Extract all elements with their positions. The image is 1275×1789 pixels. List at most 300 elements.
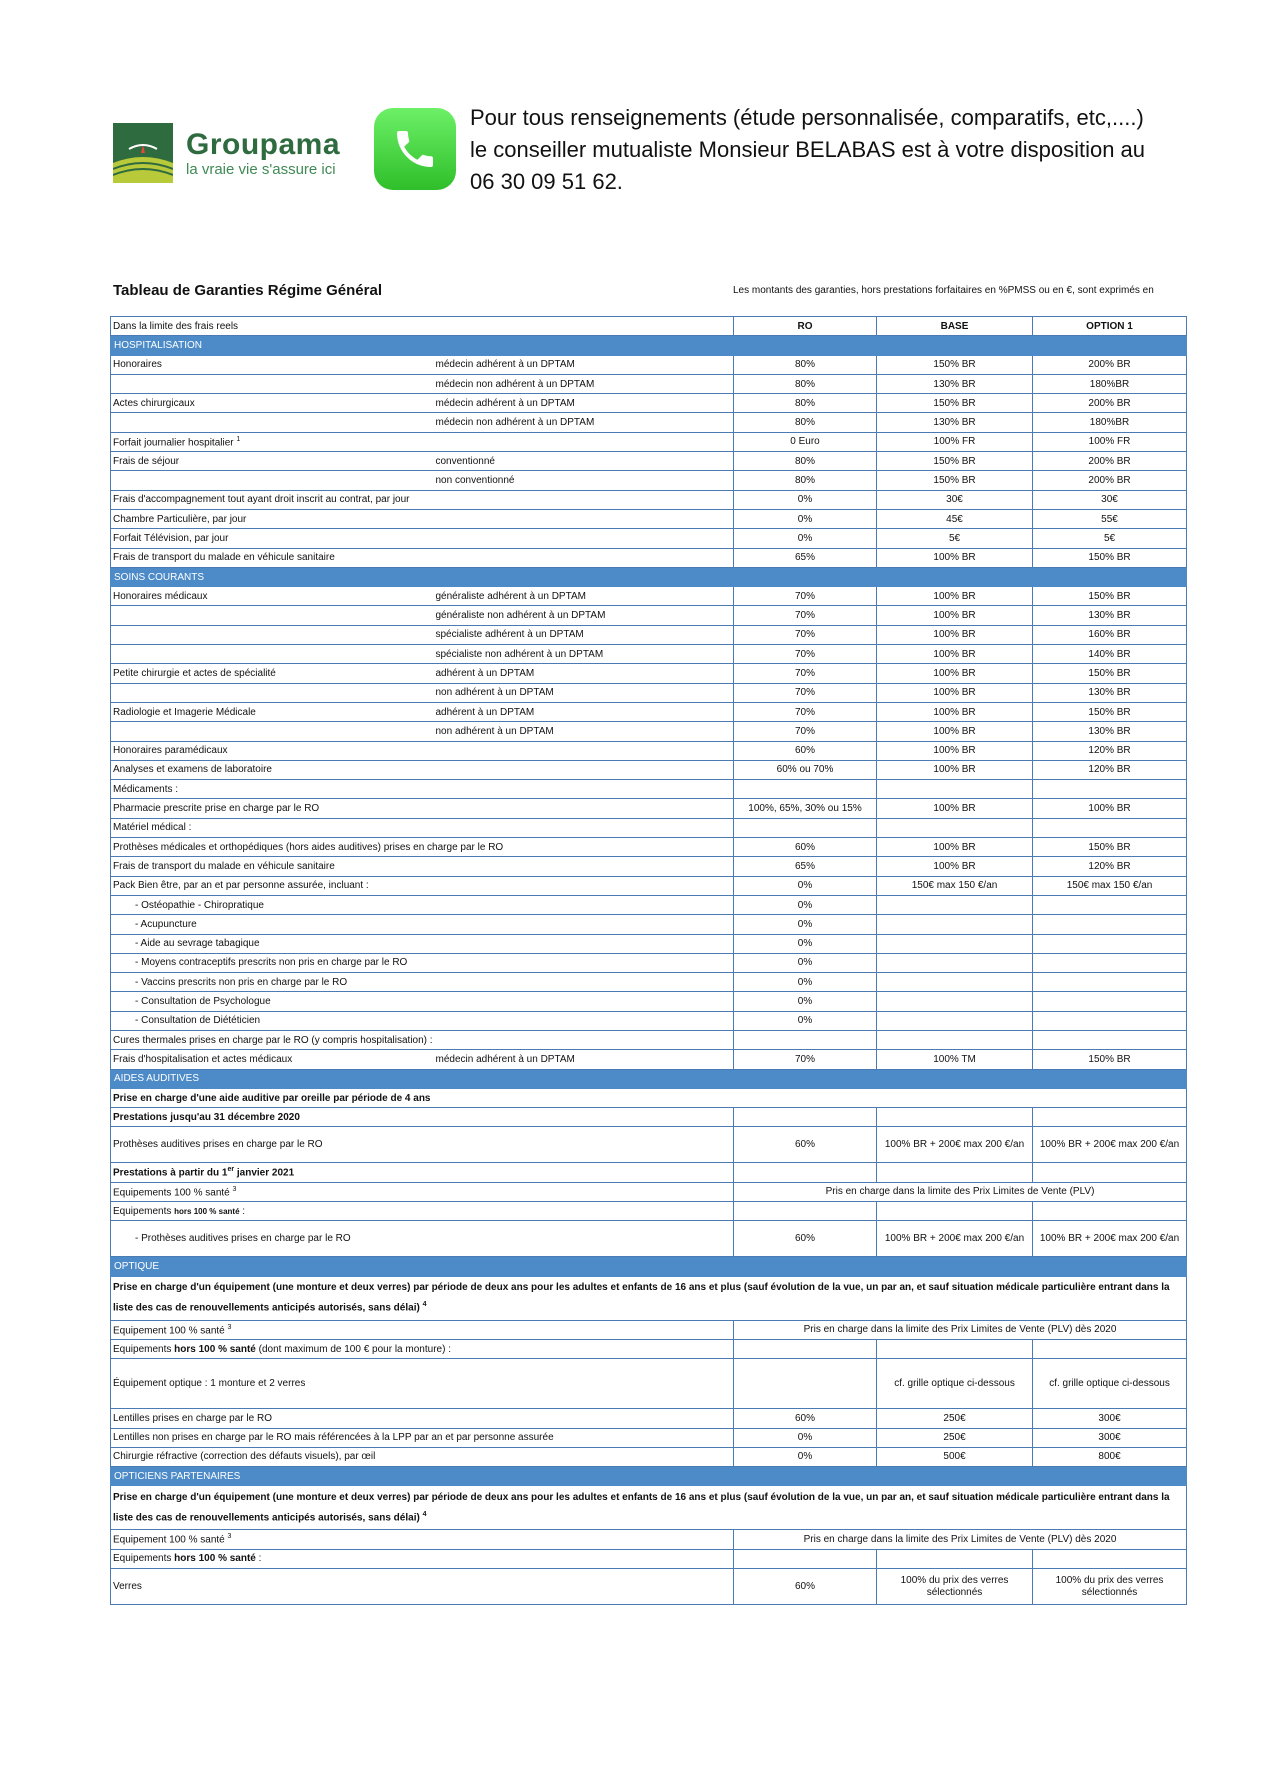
base-value: 100% FR <box>877 432 1033 451</box>
option-value: 130% BR <box>1033 722 1187 741</box>
ro-value: 70% <box>734 606 877 625</box>
option-value: 150% BR <box>1033 548 1187 567</box>
base-value: 100% BR <box>877 799 1033 818</box>
base-value: 100% BR <box>877 741 1033 760</box>
row-label: Médicaments : <box>111 780 734 799</box>
ro-value: 70% <box>734 722 877 741</box>
ro-value: 70% <box>734 1050 877 1069</box>
brand-tagline: la vraie vie s'assure ici <box>186 160 336 178</box>
row-detail: médecin adhérent à un DPTAM <box>434 394 734 413</box>
row-label <box>111 876 734 895</box>
row-detail: adhérent à un DPTAM <box>434 664 734 683</box>
brand-name: Groupama <box>186 127 341 161</box>
table-row <box>111 509 1187 528</box>
option-value: 100% FR <box>1033 432 1187 451</box>
option-value: 200% BR <box>1033 471 1187 490</box>
label-part: Equipement 100 % santé <box>113 1324 225 1336</box>
label-part: hors 100 % santé <box>174 1206 240 1216</box>
option-value: 120% BR <box>1033 741 1187 760</box>
row-label <box>111 1359 734 1409</box>
ro-value: 0 Euro <box>734 432 877 451</box>
eq100-value: Pris en charge dans la limite des Prix Limites de Vente (PLV) dès 2020 <box>734 1320 1187 1339</box>
row-label <box>111 1320 734 1339</box>
guarantees-table <box>110 316 1187 1605</box>
row-label <box>111 1530 734 1549</box>
ro-value <box>734 1359 877 1409</box>
option-value: 140% BR <box>1033 645 1187 664</box>
base-value: 100% TM <box>877 1050 1033 1069</box>
pack-item-label: - Vaccins prescrits non pris en charge par le RO <box>111 973 734 992</box>
base-value <box>877 915 1033 934</box>
ro-value: 0% <box>734 934 877 953</box>
option-value: 55€ <box>1033 509 1187 528</box>
base-value: 5€ <box>877 529 1033 548</box>
base-value <box>877 1202 1033 1221</box>
table-row <box>111 1202 1187 1221</box>
col-ro-header: RO <box>734 317 877 336</box>
pack-item-label: - Acupuncture <box>111 915 734 934</box>
label-part: (dont maximum de 100 € pour la monture) : <box>255 1343 451 1355</box>
table-row <box>111 664 1187 683</box>
footnote-ref: 3 <box>232 1185 237 1193</box>
table-row <box>111 1409 1187 1428</box>
row-label <box>111 1182 734 1201</box>
option-value <box>1033 973 1187 992</box>
label-part: Equipements <box>113 1553 175 1565</box>
base-value: 100% BR <box>877 587 1033 606</box>
pack-item-row <box>111 992 1187 1011</box>
row-label-text: Honoraires médicaux <box>113 590 208 602</box>
ro-value: 70% <box>734 587 877 606</box>
option-value: 800€ <box>1033 1447 1187 1466</box>
table-note: Les montants des garanties, hors prestations forfaitaires en %PMSS ou en €, sont exprimés en <box>733 285 1154 296</box>
base-value: 250€ <box>877 1428 1033 1447</box>
base-value <box>877 953 1033 972</box>
label-part: Equipements <box>113 1343 175 1355</box>
base-value: 100% BR <box>877 625 1033 644</box>
base-value: 150% BR <box>877 471 1033 490</box>
row-label-text: Verres <box>113 1581 142 1593</box>
label-part: hors 100 % santé <box>174 1553 256 1565</box>
option-value: 130% BR <box>1033 606 1187 625</box>
row-label-text: Chirurgie réfractive (correction des défauts visuels), par œil <box>113 1451 376 1463</box>
row-label-text: Équipement optique : 1 monture et 2 verres <box>113 1378 306 1390</box>
row-detail: médecin non adhérent à un DPTAM <box>434 413 734 432</box>
option-value: 150% BR <box>1033 838 1187 857</box>
row-label <box>111 702 434 721</box>
row-label <box>111 1447 734 1466</box>
base-value: 45€ <box>877 509 1033 528</box>
section-soins <box>111 567 1187 586</box>
option-value: 200% BR <box>1033 452 1187 471</box>
pack-item-label: - Moyens contraceptifs prescrits non pris en charge par le RO <box>111 953 734 972</box>
table-row <box>111 876 1187 895</box>
contact-line-1: Pour tous renseignements (étude personnalisée, comparatifs, etc,....) <box>470 105 1144 130</box>
ro-value: 0% <box>734 876 877 895</box>
row-label-text: Radiologie et Imagerie Médicale <box>113 706 256 718</box>
ro-value: 60% <box>734 741 877 760</box>
ro-value <box>734 780 877 799</box>
row-label <box>111 1050 434 1069</box>
pack-item-row <box>111 895 1187 914</box>
ro-value: 0% <box>734 490 877 509</box>
row-label: Cures thermales prises en charge par le RO (y compris hospitalisation) : <box>111 1030 734 1049</box>
contact-phone: 06 30 09 51 62. <box>470 169 623 194</box>
row-label <box>111 683 434 702</box>
ro-value: 65% <box>734 857 877 876</box>
contact-info <box>470 102 1200 198</box>
label-part: Equipements <box>113 1205 175 1217</box>
table-row <box>111 1221 1187 1257</box>
row-label-text: Forfait Télévision, par jour <box>113 532 229 544</box>
table-row <box>111 529 1187 548</box>
base-value: 130% BR <box>877 413 1033 432</box>
option-value <box>1033 992 1187 1011</box>
row-label <box>111 374 434 393</box>
pack-item-label: - Consultation de Diététicien <box>111 1011 734 1030</box>
ro-value <box>734 1108 877 1127</box>
option-value: 150€ max 150 €/an <box>1033 876 1187 895</box>
footnote-ref: 3 <box>227 1533 232 1541</box>
option-value: 130% BR <box>1033 683 1187 702</box>
base-value <box>877 1030 1033 1049</box>
row-label <box>111 645 434 664</box>
aides-intro: Prise en charge d'une aide auditive par oreille par période de 4 ans <box>111 1088 1187 1107</box>
row-label <box>111 432 734 451</box>
row-label-text: Analyses et examens de laboratoire <box>113 764 272 776</box>
table-row <box>111 702 1187 721</box>
table-row <box>111 471 1187 490</box>
row-label-text: Actes chirurgicaux <box>113 397 195 409</box>
row-label <box>111 664 434 683</box>
row-label <box>111 587 434 606</box>
option-value: 120% BR <box>1033 857 1187 876</box>
ro-value: 0% <box>734 1447 877 1466</box>
row-label-text: Lentilles non prises en charge par le RO mais référencées à la LPP par an et par personne assurée <box>113 1432 554 1444</box>
base-value <box>877 1011 1033 1030</box>
base-value: 100% BR <box>877 760 1033 779</box>
base-value: 150% BR <box>877 452 1033 471</box>
table-row <box>111 1320 1187 1339</box>
row-label <box>111 1163 734 1182</box>
row-detail: non adhérent à un DPTAM <box>434 683 734 702</box>
table-row <box>111 587 1187 606</box>
table-row <box>111 1428 1187 1447</box>
base-value: 250€ <box>877 1409 1033 1428</box>
eq100-value: Pris en charge dans la limite des Prix Limites de Vente (PLV) <box>734 1182 1187 1201</box>
base-value: 100% BR <box>877 683 1033 702</box>
row-label <box>111 548 734 567</box>
section-title: SOINS COURANTS <box>111 567 1187 586</box>
row-label-text: Chambre Particulière, par jour <box>113 513 247 525</box>
label-part: Equipement 100 % santé <box>113 1534 225 1546</box>
table-title: Tableau de Garanties Régime Général <box>113 282 382 299</box>
table-header-row <box>111 317 1187 336</box>
table-row <box>111 452 1187 471</box>
base-value: 100% BR <box>877 838 1033 857</box>
phone-icon <box>374 108 456 190</box>
option-value: 180%BR <box>1033 413 1187 432</box>
table-row <box>111 625 1187 644</box>
section-opticiens <box>111 1467 1187 1486</box>
label-part: hors 100 % santé <box>174 1343 256 1355</box>
option-value: 300€ <box>1033 1409 1187 1428</box>
pack-item-row <box>111 953 1187 972</box>
row-label <box>111 1221 734 1257</box>
ro-value: 80% <box>734 413 877 432</box>
table-row <box>111 490 1187 509</box>
row-label-text: Prothèses auditives prises en charge par le RO <box>113 1139 323 1151</box>
option-value: 150% BR <box>1033 1050 1187 1069</box>
ro-value: 0% <box>734 915 877 934</box>
ro-value: 80% <box>734 452 877 471</box>
ro-value <box>734 1339 877 1358</box>
row-label <box>111 857 734 876</box>
contact-line-2: le conseiller mutualiste Monsieur BELABAS est à votre disposition au <box>470 137 1146 162</box>
row-label <box>111 452 434 471</box>
option-value <box>1033 1339 1187 1358</box>
row-label-text: Pack Bien être, par an et par personne assurée, incluant : <box>113 880 369 892</box>
base-value: 150% BR <box>877 355 1033 374</box>
option-value: 150% BR <box>1033 587 1187 606</box>
ro-value: 70% <box>734 645 877 664</box>
ro-value: 60% <box>734 838 877 857</box>
option-value <box>1033 1011 1187 1030</box>
ro-value <box>734 818 877 837</box>
eq100-value: Pris en charge dans la limite des Prix Limites de Vente (PLV) dès 2020 <box>734 1530 1187 1549</box>
table-row <box>111 1050 1187 1069</box>
opticiens-intro-row <box>111 1486 1187 1530</box>
row-label-text: Honoraires paramédicaux <box>113 745 228 757</box>
pack-item-row <box>111 1011 1187 1030</box>
base-value: 100% BR <box>877 606 1033 625</box>
ro-value <box>734 1163 877 1182</box>
ro-value <box>734 1549 877 1568</box>
table-row <box>111 394 1187 413</box>
option-value: 100% BR <box>1033 799 1187 818</box>
row-label <box>111 799 734 818</box>
footnote-ref: 4 <box>422 1301 427 1309</box>
section-aides <box>111 1069 1187 1088</box>
table-row <box>111 1182 1187 1201</box>
row-label <box>111 1549 734 1568</box>
row-label-text: Honoraires <box>113 359 162 371</box>
base-value <box>877 1108 1033 1127</box>
ro-value: 0% <box>734 529 877 548</box>
option-value: 150% BR <box>1033 664 1187 683</box>
base-value: 100% BR <box>877 548 1033 567</box>
ro-value: 0% <box>734 895 877 914</box>
option-value <box>1033 934 1187 953</box>
table-row <box>111 1359 1187 1409</box>
option-value <box>1033 1030 1187 1049</box>
row-label-text: Frais de transport du malade en véhicule sanitaire <box>113 552 335 564</box>
base-value: 150€ max 150 €/an <box>877 876 1033 895</box>
intro-text: Prise en charge d'un équipement (une monture et deux verres) par période de deux ans pour les adultes et enfants de 16 ans et plus (sauf évolution de la vue, un par an, et sauf situation médicale particulière entrant dans la liste des cas de renouvellements anticipés autorisés, sans délai) <box>113 1492 1170 1524</box>
table-row <box>111 374 1187 393</box>
row-label <box>111 606 434 625</box>
row-detail: médecin non adhérent à un DPTAM <box>434 374 734 393</box>
section-title: HOSPITALISATION <box>111 336 1187 355</box>
base-value <box>877 1339 1033 1358</box>
base-value: 100% BR <box>877 702 1033 721</box>
row-label-text: - Prothèses auditives prises en charge par le RO <box>135 1233 351 1245</box>
ro-value: 60% <box>734 1569 877 1605</box>
option-value: 100% du prix des verres sélectionnés <box>1033 1569 1187 1605</box>
groupama-logo <box>113 122 343 184</box>
table-row <box>111 857 1187 876</box>
option-value: 150% BR <box>1033 702 1187 721</box>
base-value: 100% BR + 200€ max 200 €/an <box>877 1221 1033 1257</box>
optique-intro <box>111 1276 1187 1320</box>
ro-value: 80% <box>734 471 877 490</box>
base-value <box>877 1163 1033 1182</box>
opticiens-intro <box>111 1486 1187 1530</box>
row-detail: médecin adhérent à un DPTAM <box>434 355 734 374</box>
option-value: 200% BR <box>1033 394 1187 413</box>
row-detail: généraliste non adhérent à un DPTAM <box>434 606 734 625</box>
row-label <box>111 1569 734 1605</box>
option-value <box>1033 895 1187 914</box>
table-row <box>111 1339 1187 1358</box>
row-label <box>111 355 434 374</box>
pack-item-row <box>111 915 1187 934</box>
base-value: 100% BR <box>877 664 1033 683</box>
base-value: 100% BR <box>877 857 1033 876</box>
base-value <box>877 818 1033 837</box>
row-label-text: Petite chirurgie et actes de spécialité <box>113 667 276 679</box>
option-value: cf. grille optique ci-dessous <box>1033 1359 1187 1409</box>
option-value: 160% BR <box>1033 625 1187 644</box>
ro-value: 70% <box>734 683 877 702</box>
pack-item-row <box>111 934 1187 953</box>
label-part: Equipements 100 % santé <box>113 1187 230 1199</box>
col-base-header: BASE <box>877 317 1033 336</box>
base-value: 100% BR <box>877 722 1033 741</box>
pack-item-label: - Aide au sevrage tabagique <box>111 934 734 953</box>
base-value: cf. grille optique ci-dessous <box>877 1359 1033 1409</box>
row-label <box>111 1409 734 1428</box>
option-value <box>1033 915 1187 934</box>
base-value <box>877 973 1033 992</box>
option-value: 300€ <box>1033 1428 1187 1447</box>
ro-value: 60% <box>734 1127 877 1163</box>
ro-value: 80% <box>734 374 877 393</box>
base-value: 100% BR <box>877 645 1033 664</box>
footnote-ref: 4 <box>422 1511 427 1519</box>
ro-value: 0% <box>734 509 877 528</box>
base-value <box>877 992 1033 1011</box>
table-row <box>111 1447 1187 1466</box>
table-row <box>111 1030 1187 1049</box>
option-value: 30€ <box>1033 490 1187 509</box>
option-value: 100% BR + 200€ max 200 €/an <box>1033 1127 1187 1163</box>
ro-value: 80% <box>734 394 877 413</box>
ro-value <box>734 1030 877 1049</box>
row-detail: généraliste adhérent à un DPTAM <box>434 587 734 606</box>
ro-value: 70% <box>734 625 877 644</box>
ro-value: 0% <box>734 1428 877 1447</box>
table-row <box>111 722 1187 741</box>
table-row <box>111 741 1187 760</box>
row-detail: conventionné <box>434 452 734 471</box>
row-label-text: Lentilles prises en charge par le RO <box>113 1412 272 1424</box>
row-label <box>111 625 434 644</box>
pack-item-label: - Consultation de Psychologue <box>111 992 734 1011</box>
aides-intro-row <box>111 1088 1187 1107</box>
label-part: Prestations à partir du 1 <box>113 1167 228 1179</box>
row-label <box>111 722 434 741</box>
groupama-logo-icon <box>113 123 173 183</box>
option-value <box>1033 1549 1187 1568</box>
option-value <box>1033 818 1187 837</box>
table-row <box>111 683 1187 702</box>
table-row <box>111 780 1187 799</box>
row-label-text: Frais d'hospitalisation et actes médicaux <box>113 1053 293 1065</box>
row-detail: médecin adhérent à un DPTAM <box>434 1050 734 1069</box>
base-value: 30€ <box>877 490 1033 509</box>
table-row <box>111 818 1187 837</box>
option-value <box>1033 1202 1187 1221</box>
table-row <box>111 1530 1187 1549</box>
ro-value: 0% <box>734 1011 877 1030</box>
option-value <box>1033 953 1187 972</box>
ro-value: 70% <box>734 664 877 683</box>
table-row <box>111 838 1187 857</box>
base-value <box>877 1549 1033 1568</box>
base-value <box>877 780 1033 799</box>
ro-value: 60% <box>734 1221 877 1257</box>
base-value: 500€ <box>877 1447 1033 1466</box>
row-detail: spécialiste adhérent à un DPTAM <box>434 625 734 644</box>
row-label <box>111 760 734 779</box>
option-value <box>1033 1163 1187 1182</box>
row-label-text: Prothèses médicales et orthopédiques (hors aides auditives) prises en charge par le RO <box>113 841 504 853</box>
pack-item-row <box>111 973 1187 992</box>
base-value: 100% du prix des verres sélectionnés <box>877 1569 1033 1605</box>
row-label <box>111 1428 734 1447</box>
label-part: janvier 2021 <box>234 1167 295 1179</box>
table-row <box>111 1127 1187 1163</box>
ro-value: 0% <box>734 973 877 992</box>
ro-value: 60% <box>734 1409 877 1428</box>
ro-value: 0% <box>734 992 877 1011</box>
row-label <box>111 1339 734 1358</box>
row-label-text: Frais de séjour <box>113 455 180 467</box>
ro-value <box>734 1202 877 1221</box>
section-title: OPTICIENS PARTENAIRES <box>111 1467 1187 1486</box>
base-value: 150% BR <box>877 394 1033 413</box>
ro-value: 80% <box>734 355 877 374</box>
table-row <box>111 413 1187 432</box>
table-row <box>111 645 1187 664</box>
base-value <box>877 895 1033 914</box>
row-detail: non conventionné <box>434 471 734 490</box>
base-value: 130% BR <box>877 374 1033 393</box>
row-label-text: Frais de transport du malade en véhicule sanitaire <box>113 860 335 872</box>
row-label-text: Pharmacie prescrite prise en charge par le RO <box>113 803 320 815</box>
option-value: 100% BR + 200€ max 200 €/an <box>1033 1221 1187 1257</box>
table-row <box>111 606 1187 625</box>
ro-value: 70% <box>734 702 877 721</box>
row-label-text: Forfait journalier hospitalier <box>113 437 234 449</box>
row-label: Prestations jusqu'au 31 décembre 2020 <box>111 1108 734 1127</box>
row-label <box>111 741 734 760</box>
pack-item-label: - Ostéopathie - Chiropratique <box>111 895 734 914</box>
table-row <box>111 548 1187 567</box>
base-value: 100% BR + 200€ max 200 €/an <box>877 1127 1033 1163</box>
section-optique <box>111 1257 1187 1276</box>
